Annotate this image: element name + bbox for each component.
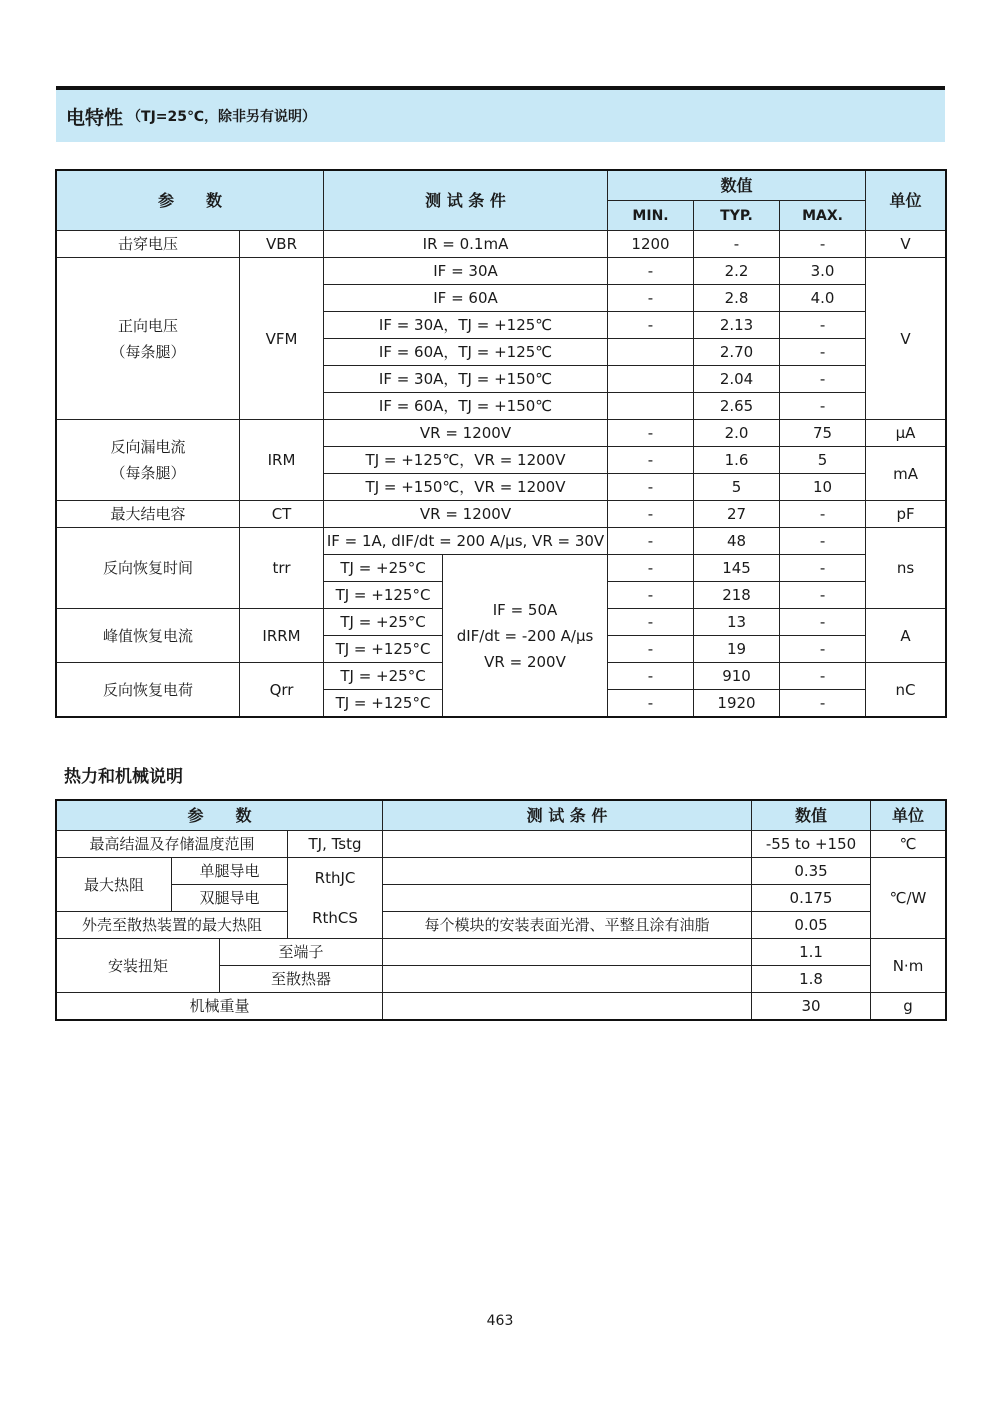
param-symbol: IRM: [240, 420, 324, 501]
param-name-line2: （每条腿）: [110, 464, 186, 482]
unit: ns: [866, 528, 946, 609]
typ-value: 2.65: [694, 393, 780, 420]
min-value: -: [608, 474, 694, 501]
param-symbol: VBR: [240, 231, 324, 258]
tj-cond: TJ = +125°C: [324, 690, 443, 717]
test-cond: [383, 831, 752, 858]
unit: V: [866, 258, 946, 420]
test-cond: IF = 30A，TJ = +150℃: [324, 366, 608, 393]
min-value: -: [608, 555, 694, 582]
min-value: -: [608, 420, 694, 447]
max-value: -: [780, 312, 866, 339]
table-row: [57, 501, 946, 528]
typ-value: 2.70: [694, 339, 780, 366]
max-value: -: [780, 609, 866, 636]
test-cond: [383, 939, 752, 966]
value: -55 to +150: [752, 831, 871, 858]
thermal-section-title: 热力和机械说明: [64, 767, 183, 787]
param-symbol: IRRM: [240, 609, 324, 663]
max-value: -: [780, 366, 866, 393]
max-value: -: [780, 555, 866, 582]
tj-cond: TJ = +25°C: [324, 663, 443, 690]
typ-value: 27: [694, 501, 780, 528]
param-symbol: [288, 858, 383, 939]
min-value: [608, 366, 694, 393]
typ-value: 2.8: [694, 285, 780, 312]
max-value: -: [780, 393, 866, 420]
typ-value: 1920: [694, 690, 780, 717]
value: 0.35: [752, 858, 871, 885]
typ-value: 2.04: [694, 366, 780, 393]
col-param: 参 数: [57, 171, 324, 231]
test-cond: [383, 993, 752, 1020]
test-cond: [383, 966, 752, 993]
min-value: -: [608, 609, 694, 636]
table-row: [57, 528, 946, 555]
param-symbol: TJ, Tstg: [288, 831, 383, 858]
typ-value: 13: [694, 609, 780, 636]
unit: g: [871, 993, 946, 1020]
test-cond: IF = 60A，TJ = +150℃: [324, 393, 608, 420]
max-value: 4.0: [780, 285, 866, 312]
test-cond: [383, 858, 752, 885]
shared-cond-line: dIF/dt = -200 A/μs: [456, 626, 594, 645]
typ-value: 2.0: [694, 420, 780, 447]
shared-test-cond: [443, 555, 608, 717]
col-values: 数值: [608, 171, 866, 201]
tj-cond: TJ = +125°C: [324, 582, 443, 609]
typ-value: 910: [694, 663, 780, 690]
unit: ℃/W: [871, 858, 946, 939]
param-name: [57, 420, 240, 501]
param-name: 反向恢复电荷: [57, 663, 240, 717]
param-name-line2: （每条腿）: [110, 342, 186, 361]
test-cond: TJ = +150℃，VR = 1200V: [324, 474, 608, 501]
param-name: 安装扭矩: [57, 939, 220, 993]
max-value: -: [780, 528, 866, 555]
param-symbol-rthjc: RthJC: [314, 869, 356, 887]
table-row: [57, 231, 946, 258]
table-row: [57, 885, 946, 912]
shared-cond-line: VR = 200V: [484, 652, 566, 671]
shared-cond-line: IF = 50A: [492, 600, 558, 619]
tj-cond: TJ = +25°C: [324, 555, 443, 582]
typ-value: -: [694, 231, 780, 258]
tj-cond: TJ = +25°C: [324, 609, 443, 636]
section-banner: [56, 90, 945, 142]
param-subname: 至散热器: [220, 966, 383, 993]
param-name: 峰值恢复电流: [57, 609, 240, 663]
param-name: 反向恢复时间: [57, 528, 240, 609]
value: 1.1: [752, 939, 871, 966]
typ-value: 1.6: [694, 447, 780, 474]
table-row: [57, 420, 946, 447]
test-cond: 每个模块的安装表面光滑、平整且涂有油脂: [383, 912, 752, 939]
unit: mA: [866, 447, 946, 501]
col-cond: 测 试 条 件: [383, 801, 752, 831]
typ-value: 19: [694, 636, 780, 663]
unit: μA: [866, 420, 946, 447]
value: 0.175: [752, 885, 871, 912]
test-cond: IF = 30A，TJ = +125℃: [324, 312, 608, 339]
max-value: 5: [780, 447, 866, 474]
param-name: 最高结温及存储温度范围: [57, 831, 288, 858]
col-cond: 测 试 条 件: [324, 171, 608, 231]
col-typ: TYP.: [694, 201, 780, 231]
max-value: -: [780, 339, 866, 366]
table-row: [57, 258, 946, 285]
unit: nC: [866, 663, 946, 717]
unit: V: [866, 231, 946, 258]
max-value: 75: [780, 420, 866, 447]
min-value: -: [608, 447, 694, 474]
tj-cond: TJ = +125°C: [324, 636, 443, 663]
param-name: [57, 258, 240, 420]
typ-value: 5: [694, 474, 780, 501]
max-value: -: [780, 636, 866, 663]
param-symbol: VFM: [240, 258, 324, 420]
page-number: 463: [486, 1313, 514, 1329]
min-value: -: [608, 690, 694, 717]
param-symbol: trr: [240, 528, 324, 609]
section-title: 电特性: [66, 106, 124, 129]
param-name-line1: 正向电压: [117, 316, 178, 335]
value: 30: [752, 993, 871, 1020]
unit: pF: [866, 501, 946, 528]
table-row: [57, 939, 946, 966]
typ-value: 218: [694, 582, 780, 609]
typ-value: 2.13: [694, 312, 780, 339]
min-value: -: [608, 663, 694, 690]
max-value: 3.0: [780, 258, 866, 285]
test-cond: VR = 1200V: [324, 501, 608, 528]
test-cond: IR = 0.1mA: [324, 231, 608, 258]
min-value: [608, 393, 694, 420]
param-name: 最大热阻: [57, 858, 172, 912]
table-row: [57, 831, 946, 858]
col-unit: 单位: [871, 801, 946, 831]
test-cond: IF = 30A: [324, 258, 608, 285]
value: 0.05: [752, 912, 871, 939]
max-value: 10: [780, 474, 866, 501]
param-name: 机械重量: [57, 993, 383, 1020]
max-value: -: [780, 582, 866, 609]
min-value: -: [608, 582, 694, 609]
max-value: -: [780, 690, 866, 717]
section-subtitle: （TJ=25℃，除非另有说明）: [127, 109, 316, 125]
param-subname: 至端子: [220, 939, 383, 966]
max-value: -: [780, 501, 866, 528]
min-value: -: [608, 285, 694, 312]
value: 1.8: [752, 966, 871, 993]
param-symbol: CT: [240, 501, 324, 528]
unit: N·m: [871, 939, 946, 993]
unit: ℃: [871, 831, 946, 858]
min-value: -: [608, 636, 694, 663]
col-max: MAX.: [780, 201, 866, 231]
table-row: [57, 912, 946, 939]
typ-value: 145: [694, 555, 780, 582]
min-value: -: [608, 501, 694, 528]
thermal-table: [56, 800, 946, 1020]
test-cond: IF = 60A: [324, 285, 608, 312]
test-cond: [383, 885, 752, 912]
max-value: -: [780, 231, 866, 258]
param-name: 最大结电容: [57, 501, 240, 528]
table-row: [57, 858, 946, 885]
param-subname: 单腿导电: [172, 858, 288, 885]
col-value: 数值: [752, 801, 871, 831]
param-symbol: Qrr: [240, 663, 324, 717]
typ-value: 2.2: [694, 258, 780, 285]
max-value: -: [780, 663, 866, 690]
table-row: [57, 993, 946, 1020]
col-min: MIN.: [608, 201, 694, 231]
col-param: 参 数: [57, 801, 383, 831]
typ-value: 48: [694, 528, 780, 555]
test-cond: IF = 1A, dIF/dt = 200 A/μs, VR = 30V: [324, 528, 608, 555]
param-name: 外壳至散热装置的最大热阻: [57, 912, 288, 939]
min-value: [608, 339, 694, 366]
test-cond: VR = 1200V: [324, 420, 608, 447]
test-cond: TJ = +125℃，VR = 1200V: [324, 447, 608, 474]
param-subname: 双腿导电: [172, 885, 288, 912]
test-cond: IF = 60A，TJ = +125℃: [324, 339, 608, 366]
min-value: -: [608, 528, 694, 555]
electrical-table: [56, 170, 946, 717]
unit: A: [866, 609, 946, 663]
param-name: 击穿电压: [57, 231, 240, 258]
param-symbol-rthcs: RthCS: [312, 909, 358, 927]
min-value: -: [608, 312, 694, 339]
param-name-line1: 反向漏电流: [110, 438, 186, 456]
col-unit: 单位: [866, 171, 946, 231]
min-value: 1200: [608, 231, 694, 258]
min-value: -: [608, 258, 694, 285]
